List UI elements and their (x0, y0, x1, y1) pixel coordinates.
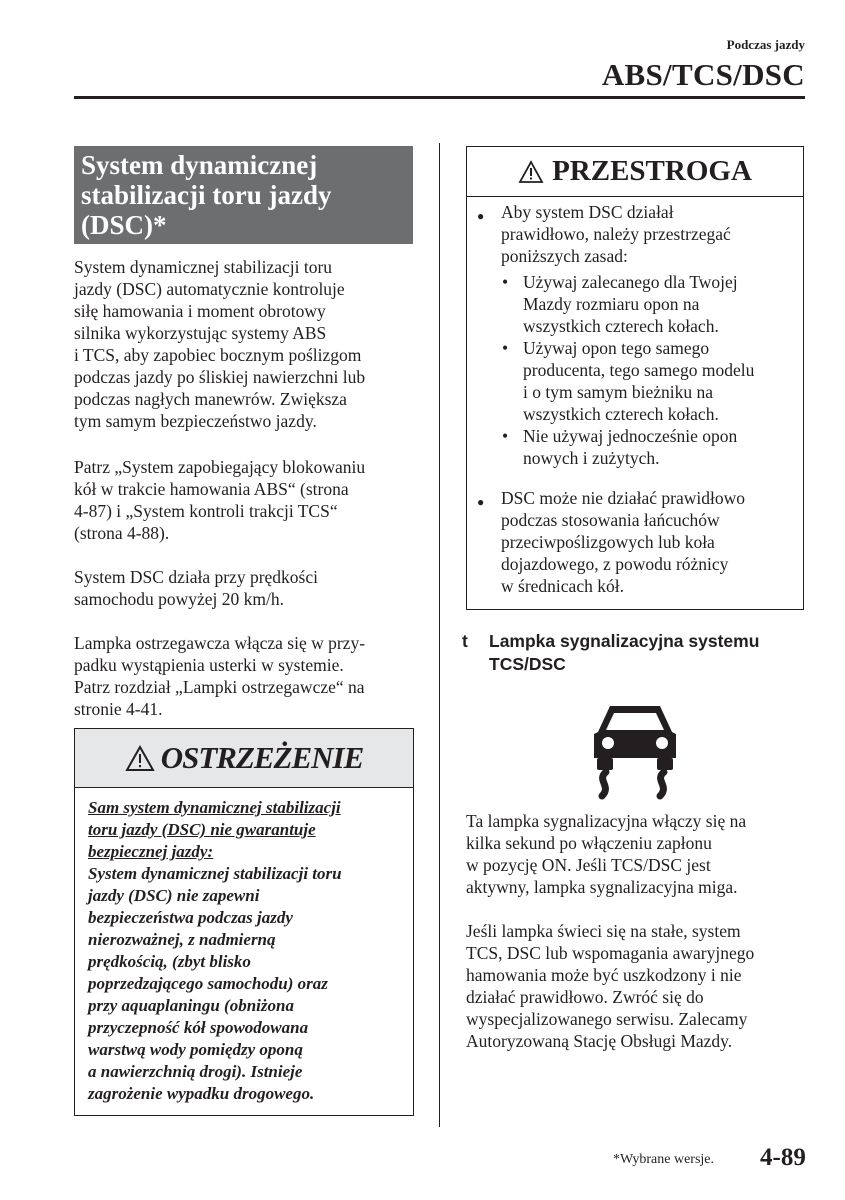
text-line: TCS, DSC lub wspomagania awaryjnego (466, 943, 755, 963)
text-line: i TCS, aby zapobiec bocznym poślizgom (74, 345, 362, 365)
text-line: 4-87) i „System kontroli trakcji TCS“ (74, 501, 338, 521)
warning-triangle-icon (125, 745, 155, 772)
footnote: *Wybrane wersje. (613, 1152, 715, 1167)
text-line: silnika wykorzystując systemy ABS (74, 323, 327, 343)
text-line: dojazdowego, z powodu różnicy (501, 554, 729, 574)
tcs-dsc-indicator-icon (588, 700, 682, 804)
text-line: działać prawidłowo. Zwróć się do (466, 987, 704, 1007)
text-line: kół w trakcie hamowania ABS“ (strona (74, 479, 349, 499)
text-line: Autoryzowaną Stację Obsługi Mazdy. (466, 1031, 733, 1051)
caution-item (501, 201, 731, 267)
text-line: przeciwpoślizgowych lub koła (501, 532, 715, 552)
bullet: ● (477, 209, 485, 223)
column-divider (439, 143, 440, 1127)
warning-header (75, 729, 413, 788)
header-rule (74, 96, 805, 99)
warning-line: zagrożenie wypadku drogowego. (88, 1084, 315, 1103)
text-line: kilka sekund po włączeniu zapłonu (466, 833, 712, 853)
sub-bullet: • (502, 272, 509, 292)
caution-subitem (523, 271, 738, 337)
paragraph-dsc-intro (74, 256, 419, 432)
page-number: 4-89 (760, 1144, 806, 1171)
warning-title: OSTRZEŻENIE (160, 740, 364, 775)
text-line: jazdy (DSC) automatycznie kontroluje (74, 279, 345, 299)
subsection-heading (462, 630, 759, 676)
caution-subitem (523, 337, 754, 425)
text-line: System dynamicznej stabilizacji toru (74, 257, 333, 277)
text-line: Używaj zalecanego dla Twojej (523, 272, 738, 292)
warning-line: bezpieczeństwa podczas jazdy (88, 908, 293, 927)
warning-line: System dynamicznej stabilizacji toru (88, 864, 342, 883)
text-line: Nie używaj jednocześnie opon (523, 426, 738, 446)
section-title-line: (DSC)* (81, 210, 167, 240)
text-line: Jeśli lampka świeci się na stałe, system (466, 921, 741, 941)
text-line: hamowania może być uszkodzony i nie (466, 965, 742, 985)
warning-line: a nawierzchnią drogi). Istnieje (88, 1062, 303, 1081)
text-line: aktywny, lampka sygnalizacyjna miga. (466, 877, 738, 897)
caution-box (466, 146, 804, 610)
text-line: nowych i zużytych. (523, 448, 660, 468)
sub-bullet: • (502, 426, 509, 446)
text-line: stronie 4-41. (74, 699, 163, 719)
running-header: Podczas jazdy (726, 37, 805, 52)
text-line: w średnicach kół. (501, 576, 624, 596)
paragraph-indicator-start (466, 810, 806, 898)
section-title-line: System dynamicznej (81, 150, 318, 180)
text-line: Ta lampka sygnalizacyjna włączy się na (466, 811, 747, 831)
caution-header (467, 147, 803, 197)
text-line: podczas nagłych manewrów. Zwiększa (74, 389, 347, 409)
text-line: System DSC działa przy prędkości (74, 567, 318, 587)
text-line: podczas jazdy po śliskiej nawierzchni lub (74, 367, 366, 387)
warning-lead-line: toru jazdy (DSC) nie gwarantuje (88, 820, 316, 839)
text-line: samochodu powyżej 20 km/h. (74, 589, 284, 609)
warning-triangle-icon (518, 160, 544, 184)
warning-line: przy aquaplaningu (obniżona (88, 996, 294, 1015)
text-line: Patrz rozdział „Lampki ostrzegawcze“ na (74, 677, 365, 697)
warning-line: przyczepność kół spowodowana (88, 1018, 309, 1037)
sub-bullet: • (502, 338, 509, 358)
text-line: Patrz „System zapobiegający blokowaniu (74, 457, 366, 477)
text-line: padku wystąpienia usterki w systemie. (74, 655, 344, 675)
caution-subitem (523, 425, 737, 469)
text-line: tym samym bezpieczeństwo jazdy. (74, 411, 317, 431)
paragraph-indicator-fault (466, 920, 806, 1052)
page-title: ABS/TCS/DSC (601, 57, 805, 92)
warning-text (75, 788, 413, 1105)
caution-item (501, 487, 745, 597)
warning-lead-line: Sam system dynamicznej stabilizacji (88, 798, 341, 817)
text-line: wyspecjalizowanego serwisu. Zalecamy (466, 1009, 748, 1029)
text-line: DSC może nie działać prawidłowo (501, 488, 745, 508)
text-line: producenta, tego samego modelu (523, 360, 755, 380)
warning-line: warstwą wody pomiędzy oponą (88, 1040, 303, 1059)
text-line: wszystkich czterech kołach. (523, 404, 719, 424)
text-line: Mazdy rozmiaru opon na (523, 294, 700, 314)
section-marker: t (462, 631, 468, 651)
warning-line: prędkością, (zbyt blisko (88, 952, 251, 971)
text-line: w pozycję ON. Jeśli TCS/DSC jest (466, 855, 711, 875)
text-line: Używaj opon tego samego (523, 338, 710, 358)
section-title (74, 146, 413, 244)
warning-line: jazdy (DSC) nie zapewni (88, 886, 260, 905)
text-line: (strona 4-88). (74, 523, 170, 543)
text-line: TCS/DSC (489, 654, 566, 674)
section-title-line: stabilizacji toru jazdy (81, 180, 332, 210)
bullet: ● (477, 495, 485, 509)
caution-title: PRZESTROGA (552, 155, 752, 187)
text-line: i o tym samym bieżniku na (523, 382, 714, 402)
text-line: siłę hamowania i moment obrotowy (74, 301, 326, 321)
subsection-title (462, 630, 759, 676)
paragraph-warning-lamp (74, 632, 419, 720)
text-line: poniższych zasad: (501, 246, 628, 266)
warning-lead-line: bezpiecznej jazdy: (88, 842, 214, 861)
warning-box (74, 728, 414, 1116)
paragraph-see-also (74, 456, 419, 544)
warning-line: nierozważnej, z nadmierną (88, 930, 276, 949)
text-line: wszystkich czterech kołach. (523, 316, 719, 336)
text-line: prawidłowo, należy przestrzegać (501, 224, 731, 244)
text-line: Lampka sygnalizacyjna systemu (489, 631, 760, 651)
text-line: Aby system DSC działał (501, 202, 674, 222)
paragraph-speed (74, 566, 419, 610)
text-line: Lampka ostrzegawcza włącza się w przy- (74, 633, 366, 653)
text-line: podczas stosowania łańcuchów (501, 510, 720, 530)
warning-line: poprzedzającego samochodu) oraz (88, 974, 328, 993)
